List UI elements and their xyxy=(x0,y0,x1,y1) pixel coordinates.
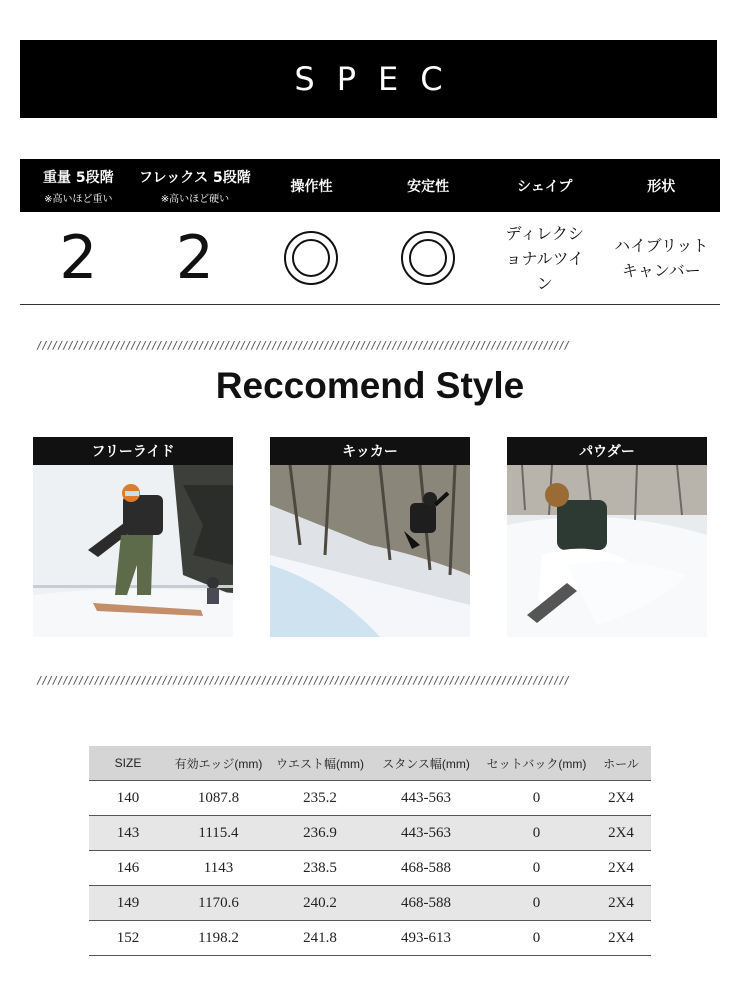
flex-value: 2 xyxy=(175,223,214,293)
cell-setback: 0 xyxy=(482,921,591,956)
cell-setback: 0 xyxy=(482,816,591,851)
cell-effective-edge: 1198.2 xyxy=(167,921,270,956)
cell-stance-width: 468-588 xyxy=(370,851,482,886)
freeride-photo xyxy=(33,465,233,637)
header-profile-label: 形状 xyxy=(647,178,676,195)
table-row xyxy=(89,851,651,886)
cell-stance-width: 443-563 xyxy=(370,816,482,851)
style-card-freeride xyxy=(33,437,233,637)
table-row xyxy=(89,886,651,921)
cell-holes: 2X4 xyxy=(591,921,651,956)
spec-table-values xyxy=(20,212,720,305)
header-stability xyxy=(370,159,487,212)
header-handling-label: 操作性 xyxy=(290,178,333,195)
style-label-kicker: キッカー xyxy=(270,437,470,465)
cell-effective-edge: 1143 xyxy=(167,851,270,886)
value-weight xyxy=(20,212,137,304)
powder-photo xyxy=(507,465,707,637)
spec-banner xyxy=(20,40,717,118)
table-row xyxy=(89,921,651,956)
spec-table-header xyxy=(20,159,720,212)
value-stability xyxy=(370,212,487,304)
col-stance-width: スタンス幅(mm) xyxy=(370,746,482,781)
value-handling xyxy=(253,212,370,304)
shape-value: ディレクショナルツイン xyxy=(505,223,584,293)
recommend-style-title: Reccomend Style xyxy=(215,365,525,406)
col-waist-width: ウエスト幅(mm) xyxy=(270,746,370,781)
header-flex-note: ※高いほど硬い xyxy=(160,193,230,205)
cell-size: 140 xyxy=(89,781,167,816)
weight-value: 2 xyxy=(59,223,98,293)
double-circle-icon xyxy=(401,231,455,285)
cell-stance-width: 443-563 xyxy=(370,781,482,816)
profile-value: ハイブリットキャンバー xyxy=(614,236,709,280)
slash-divider: ////////////////////////////////////////////////////////////////////////////////////////////////////// xyxy=(36,676,569,686)
style-label-powder: パウダー xyxy=(507,437,707,465)
cell-effective-edge: 1115.4 xyxy=(167,816,270,851)
cell-holes: 2X4 xyxy=(591,816,651,851)
style-card-powder xyxy=(507,437,707,637)
col-effective-edge: 有効エッジ(mm) xyxy=(167,746,270,781)
cell-effective-edge: 1087.8 xyxy=(167,781,270,816)
cell-waist-width: 238.5 xyxy=(270,851,370,886)
header-flex xyxy=(137,159,254,212)
cell-size: 146 xyxy=(89,851,167,886)
cell-size: 149 xyxy=(89,886,167,921)
cell-waist-width: 235.2 xyxy=(270,781,370,816)
size-table-header xyxy=(89,746,651,781)
header-profile xyxy=(603,159,720,212)
col-size: SIZE xyxy=(89,746,167,781)
kicker-photo xyxy=(270,465,470,637)
header-shape-label: シェイプ xyxy=(517,178,573,195)
header-shape xyxy=(486,159,603,212)
slash-divider: ////////////////////////////////////////////////////////////////////////////////////////////////////// xyxy=(36,341,569,351)
value-profile xyxy=(603,212,720,304)
cell-size: 152 xyxy=(89,921,167,956)
cell-holes: 2X4 xyxy=(591,851,651,886)
cell-setback: 0 xyxy=(482,781,591,816)
header-weight xyxy=(20,159,137,212)
cell-waist-width: 240.2 xyxy=(270,886,370,921)
value-flex xyxy=(137,212,254,304)
size-table xyxy=(89,746,651,956)
cell-stance-width: 493-613 xyxy=(370,921,482,956)
cell-waist-width: 241.8 xyxy=(270,921,370,956)
cell-setback: 0 xyxy=(482,851,591,886)
header-weight-label: 重量 5段階 xyxy=(42,169,114,186)
header-weight-note: ※高いほど重い xyxy=(44,193,113,205)
cell-size: 143 xyxy=(89,816,167,851)
header-handling xyxy=(253,159,370,212)
cell-holes: 2X4 xyxy=(591,886,651,921)
style-card-kicker xyxy=(270,437,470,637)
col-setback: セットバック(mm) xyxy=(482,746,591,781)
col-holes: ホール xyxy=(591,746,651,781)
cell-holes: 2X4 xyxy=(591,781,651,816)
double-circle-icon xyxy=(284,231,338,285)
cell-effective-edge: 1170.6 xyxy=(167,886,270,921)
header-flex-label: フレックス 5段階 xyxy=(139,169,251,186)
spec-title: SPEC xyxy=(294,60,465,98)
value-shape xyxy=(486,212,603,304)
cell-setback: 0 xyxy=(482,886,591,921)
cell-waist-width: 236.9 xyxy=(270,816,370,851)
table-row xyxy=(89,781,651,816)
header-stability-label: 安定性 xyxy=(407,178,450,195)
style-label-freeride: フリーライド xyxy=(33,437,233,465)
cell-stance-width: 468-588 xyxy=(370,886,482,921)
table-row xyxy=(89,816,651,851)
spec-table xyxy=(20,159,720,305)
